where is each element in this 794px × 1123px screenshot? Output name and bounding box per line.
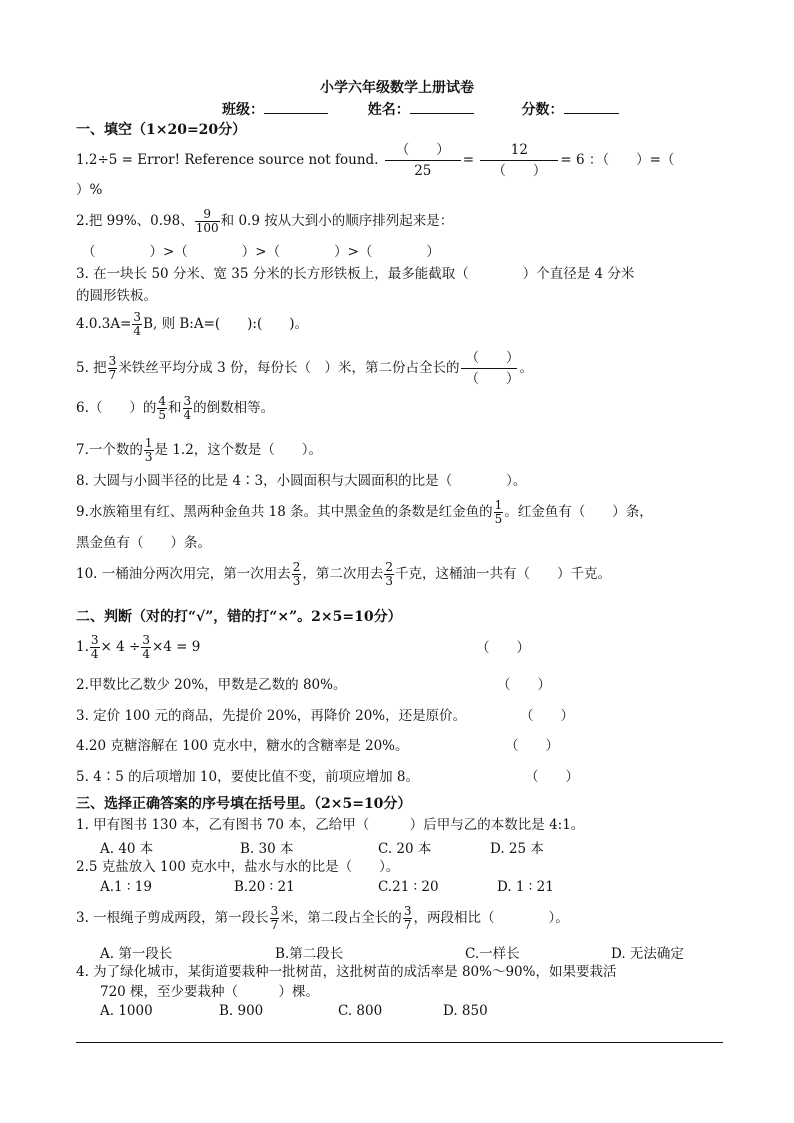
fraction: （ ） 25 <box>385 140 461 181</box>
question-1-6: 6.（ ）的 $\frac{4}{5}$ 和 $\frac{3}{4}$ 的倒数相等。 <box>76 394 275 422</box>
question-1-10: 10. 一桶油分两次用完，第一次用去 $\frac{2}{3}$ ，第二次用去 $\frac{2}{3}$ 千克，这桶油一共有（ ）千克。 <box>76 560 612 588</box>
score-label: 分数： <box>521 102 564 118</box>
question-1-9: 9.水族箱里有红、黑两种金鱼共 18 条。其中黑金鱼的条数是红金鱼的 $\frac{1}{5}$ 。红金鱼有（ ）条， <box>76 498 653 526</box>
fraction: $\frac{2}{3}$ <box>385 560 394 588</box>
option-b[interactable]: B.第二段长 <box>275 946 344 962</box>
option-b[interactable]: B. 30 本 <box>240 841 294 857</box>
option-c[interactable]: C.一样长 <box>465 946 520 962</box>
class-blank[interactable] <box>264 99 328 114</box>
fraction: $\frac{2}{3}$ <box>292 560 301 588</box>
section-1-heading: 一、填空（1×20=20分） <box>76 122 247 138</box>
option-b[interactable]: B.20 ∶ 21 <box>234 879 295 895</box>
fraction: $\frac{3}{4}$ <box>183 394 192 422</box>
class-label: 班级： <box>222 102 264 118</box>
fraction: $\frac{3}{4}$ <box>142 633 150 661</box>
fraction: 12 （ ） <box>480 140 558 181</box>
option-c[interactable]: C. 20 本 <box>378 841 432 857</box>
name-blank[interactable] <box>410 99 474 114</box>
question-1-8: 8. 大圆与小圆半径的比是 4∶3，小圆面积与大圆面积的比是（ ）。 <box>76 473 527 489</box>
question-2-1: 1. $\frac{3}{4}$ × 4 ÷ $\frac{3}{4}$ ×4 = 9 <box>76 633 201 661</box>
fraction: $\frac{4}{5}$ <box>158 394 167 422</box>
section-3-heading: 三、选择正确答案的序号填在括号里。（2×5=10分） <box>76 796 412 812</box>
section-2-heading: 二、判断（对的打“√”，错的打“×”。2×5=10分） <box>76 609 402 625</box>
question-3-4-cont: 720 棵，至少要栽种（ ）棵。 <box>100 984 320 1000</box>
page-title: 小学六年级数学上册试卷 <box>320 80 474 96</box>
option-b[interactable]: B. 900 <box>219 1003 264 1019</box>
question-3-3: 3. 一根绳子剪成两段，第一段长 $\frac{3}{7}$ 米，第二段占全长的 $\frac{3}{7}$ ，两段相比（ ）。 <box>76 904 569 932</box>
question-1-1-cont: ）% <box>76 182 103 198</box>
option-a[interactable]: A. 1000 <box>100 1003 153 1019</box>
judge-paren-1[interactable]: （ ） <box>476 640 530 656</box>
option-c[interactable]: C.21 ∶ 20 <box>378 879 439 895</box>
question-1-4: 4.0.3A= $\frac{3}{4}$ B, 则 B:A=( ):( )。 <box>76 310 309 338</box>
question-1-5: 5. 把 $\frac{3}{7}$ 米铁丝平均分成 3 份，每份长（ ）米，第二份占全长的 （ ） （ ） 。 <box>76 350 533 387</box>
judge-paren-2[interactable]: （ ） <box>497 677 551 693</box>
question-2-5: 5. 4∶5 的后项增加 10，要使比值不变，前项应增加 8。 <box>76 769 419 785</box>
name-label: 姓名： <box>367 102 410 118</box>
judge-paren-3[interactable]: （ ） <box>520 708 574 724</box>
question-2-3: 3. 定价 100 元的商品，先提价 20%，再降价 20%，还是原价。 <box>76 708 467 724</box>
question-2-2: 2.甲数比乙数少 20%，甲数是乙数的 80%。 <box>76 677 347 693</box>
option-c[interactable]: C. 800 <box>338 1003 383 1019</box>
fraction: $\frac{3}{4}$ <box>133 310 142 338</box>
fraction: $\frac{3}{7}$ <box>108 354 117 382</box>
footer-divider <box>76 1042 723 1043</box>
option-d[interactable]: D. 850 <box>443 1003 488 1019</box>
question-1-1: 1.2÷5 = Error! Reference source not found. （ ） 25 = 12 （ ） = 6 ：（ ）=（ <box>76 142 675 179</box>
header-fields <box>222 99 619 119</box>
fraction: $\frac{1}{3}$ <box>144 436 153 464</box>
question-1-2: 2.把 99%、0.98、 $\frac{9}{100}$ 和 0.9 按从大到小的顺序排列起来是： <box>76 207 454 235</box>
judge-paren-4[interactable]: （ ） <box>505 738 559 754</box>
question-1-3-cont: 的圆形铁板。 <box>76 288 157 304</box>
fraction: $\frac{9}{100}$ <box>195 207 219 235</box>
question-1-9-cont: 黑金鱼有（ ）条。 <box>76 535 211 551</box>
question-3-1: 1. 甲有图书 130 本，乙有图书 70 本，乙给甲（ ）后甲与乙的本数比是 4:1。 <box>76 817 585 833</box>
judge-paren-5[interactable]: （ ） <box>525 769 579 785</box>
option-d[interactable]: D. 1 ∶ 21 <box>497 879 554 895</box>
fraction: $\frac{3}{7}$ <box>270 904 279 932</box>
fraction: $\frac{3}{7}$ <box>403 904 412 932</box>
question-1-2-cont: （ ）>（ ）>（ ）>（ ） <box>82 244 440 260</box>
option-a[interactable]: A. 40 本 <box>100 841 154 857</box>
question-1-7: 7.一个数的 $\frac{1}{3}$ 是 1.2，这个数是（ ）。 <box>76 436 323 464</box>
question-3-4: 4. 为了绿化城市，某街道要栽种一批树苗，这批树苗的成活率是 80%～90%，如果要栽活 <box>76 964 617 980</box>
option-a[interactable]: A.1 ∶ 19 <box>100 879 152 895</box>
q-text: 1.2÷5 = Error! Reference source not found. <box>76 152 379 168</box>
option-a[interactable]: A. 第一段长 <box>100 946 173 962</box>
option-d[interactable]: D. 无法确定 <box>611 946 684 962</box>
score-blank[interactable] <box>564 99 619 114</box>
question-2-4: 4.20 克糖溶解在 100 克水中，糖水的含糖率是 20%。 <box>76 738 409 754</box>
fraction: $\frac{3}{4}$ <box>90 633 99 661</box>
fraction: $\frac{1}{5}$ <box>494 498 503 526</box>
question-3-2: 2.5 克盐放入 100 克水中，盐水与水的比是（ ）。 <box>76 859 400 875</box>
fraction: （ ） （ ） <box>461 348 517 389</box>
option-d[interactable]: D. 25 本 <box>490 841 544 857</box>
question-1-3: 3. 在一块长 50 分米、宽 35 分米的长方形铁板上，最多能截取（ ）个直径是 4 分米 <box>76 266 635 282</box>
